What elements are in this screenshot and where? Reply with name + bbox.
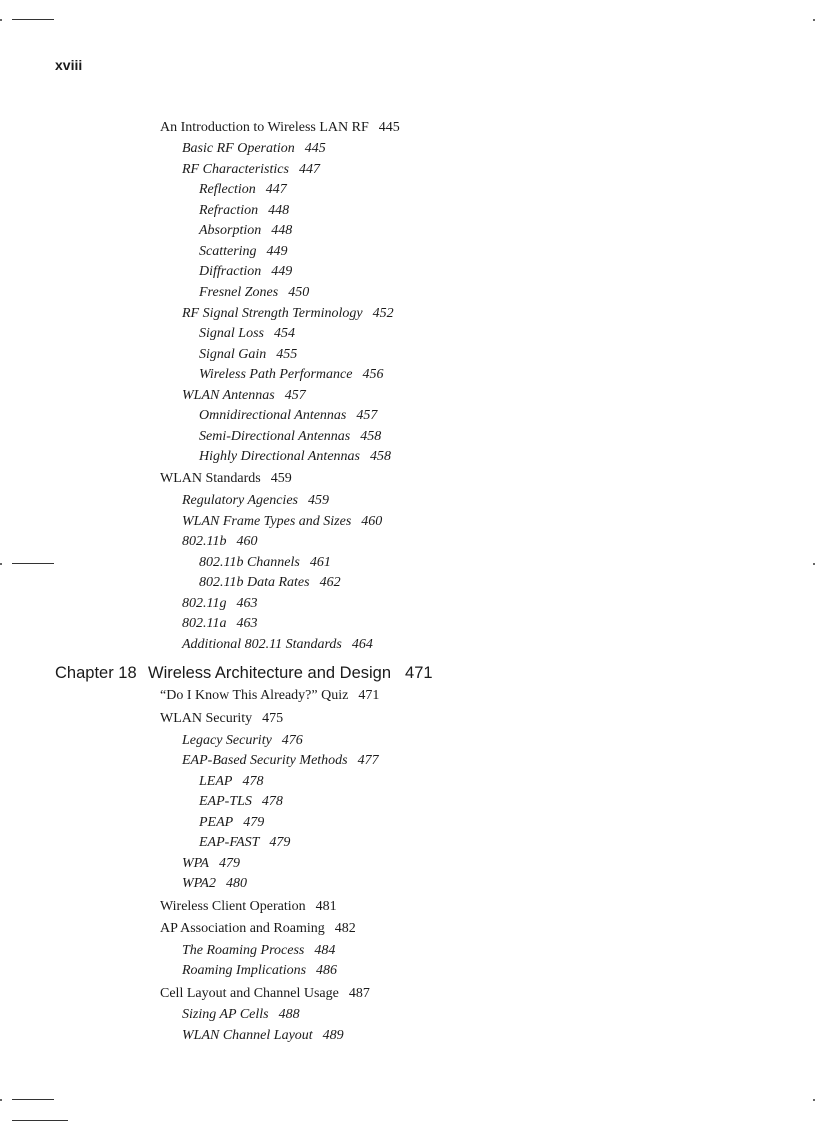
toc-entry-page: 459	[270, 471, 292, 486]
chapter-page: 471	[405, 664, 433, 682]
registration-dot	[813, 1099, 815, 1101]
toc-entry-title: RF Signal Strength Terminology	[182, 306, 363, 321]
registration-dot	[813, 19, 815, 21]
toc-entry-title: Signal Gain	[199, 347, 267, 362]
toc-entry-page: 448	[268, 203, 290, 218]
toc-entry-page: 488	[278, 1007, 300, 1022]
toc-entry-title: 802.11b	[182, 534, 227, 549]
toc-entry-page: 476	[281, 733, 303, 748]
toc-entry-title: 802.11a	[182, 616, 227, 631]
toc-entry-page: 460	[361, 514, 383, 529]
toc-entry[interactable]	[182, 1006, 300, 1024]
toc-entry-title: Omnidirectional Antennas	[199, 408, 347, 423]
toc-entry-page: 486	[316, 963, 338, 978]
toc-entry-page: 475	[262, 711, 284, 726]
toc-entry-title: WLAN Antennas	[182, 388, 275, 403]
toc-entry-title: Additional 802.11 Standards	[182, 637, 342, 652]
toc-entry-title: 802.11b Data Rates	[199, 575, 310, 590]
toc-entry-page: 478	[242, 774, 264, 789]
toc-entry-title: EAP-FAST	[199, 835, 260, 850]
toc-entry-page: 448	[271, 223, 293, 238]
toc-entry-page: 482	[334, 921, 356, 936]
toc-entry[interactable]	[182, 855, 240, 873]
toc-entry[interactable]	[199, 243, 288, 261]
toc-entry-title: Cell Layout and Channel Usage	[160, 986, 339, 1001]
toc-entry[interactable]	[182, 140, 326, 158]
toc-entry-page: 445	[304, 141, 326, 156]
toc-entry-page: 452	[372, 306, 394, 321]
toc-entry[interactable]	[199, 325, 295, 343]
toc-entry[interactable]	[199, 284, 309, 302]
crop-mark-bottom-1	[12, 1099, 54, 1100]
toc-entry[interactable]	[160, 898, 337, 916]
toc-entry[interactable]	[199, 181, 287, 199]
toc-entry[interactable]	[160, 687, 379, 705]
toc-entry-page: 479	[243, 815, 265, 830]
toc-entry[interactable]	[182, 1027, 344, 1045]
toc-entry[interactable]	[199, 574, 341, 592]
toc-entry-page: 449	[266, 244, 288, 259]
toc-entry-title: Reflection	[199, 182, 256, 197]
toc-entry-page: 481	[315, 899, 337, 914]
toc-entry-title: Basic RF Operation	[182, 141, 295, 156]
toc-entry-page: 477	[357, 753, 379, 768]
toc-entry-title: The Roaming Process	[182, 943, 305, 958]
toc-entry[interactable]	[199, 428, 381, 446]
toc-entry-page: 454	[273, 326, 295, 341]
toc-entry[interactable]	[182, 513, 382, 531]
toc-entry-page: 463	[236, 616, 258, 631]
toc-entry-page: 445	[378, 120, 400, 135]
toc-entry-title: “Do I Know This Already?” Quiz	[160, 688, 349, 703]
toc-entry-page: 489	[322, 1028, 344, 1043]
toc-entry-page: 447	[298, 162, 320, 177]
registration-dot	[0, 1099, 2, 1101]
toc-entry-page: 458	[360, 429, 382, 444]
toc-entry-page: 478	[261, 794, 283, 809]
toc-entry-title: Signal Loss	[199, 326, 264, 341]
toc-entry-title: WLAN Channel Layout	[182, 1028, 313, 1043]
registration-dot	[0, 19, 2, 21]
toc-entry[interactable]	[160, 985, 370, 1003]
toc-entry-page: 464	[351, 637, 373, 652]
toc-entry-title: AP Association and Roaming	[160, 921, 325, 936]
toc-entry-page: 484	[314, 943, 336, 958]
registration-dot	[0, 563, 2, 565]
toc-entry-page: 455	[276, 347, 298, 362]
toc-entry[interactable]	[199, 202, 289, 220]
toc-entry[interactable]	[199, 773, 263, 791]
toc-entry[interactable]	[182, 387, 306, 405]
toc-entry-title: WLAN Frame Types and Sizes	[182, 514, 352, 529]
toc-entry-title: WLAN Security	[160, 711, 253, 726]
toc-entry-title: EAP-Based Security Methods	[182, 753, 348, 768]
toc-entry-title: Highly Directional Antennas	[199, 449, 360, 464]
toc-entry-page: 471	[358, 688, 380, 703]
toc-entry-title: Refraction	[199, 203, 259, 218]
toc-entry-page: 479	[269, 835, 291, 850]
toc-entry[interactable]	[199, 346, 297, 364]
toc-entry-title: WLAN Standards	[160, 471, 261, 486]
toc-entry-page: 450	[288, 285, 310, 300]
toc-entry-page: 456	[362, 367, 384, 382]
toc-entry-title: 802.11b Channels	[199, 555, 300, 570]
toc-entry-title: LEAP	[199, 774, 233, 789]
toc-entry-title: EAP-TLS	[199, 794, 252, 809]
chapter-label: Chapter 18	[55, 664, 137, 682]
toc-entry[interactable]	[182, 161, 320, 179]
toc-entry[interactable]	[160, 119, 400, 137]
crop-mark-top	[12, 19, 54, 20]
toc-entry-title: Semi-Directional Antennas	[199, 429, 351, 444]
toc-entry[interactable]	[199, 366, 383, 384]
toc-entry-title: Roaming Implications	[182, 963, 307, 978]
toc-entry-page: 462	[319, 575, 341, 590]
toc-entry-title: RF Characteristics	[182, 162, 289, 177]
chapter-heading[interactable]	[55, 663, 433, 683]
toc-entry[interactable]	[182, 615, 257, 633]
toc-entry[interactable]	[160, 710, 283, 728]
toc-entry[interactable]	[182, 636, 373, 654]
toc-entry[interactable]	[182, 752, 379, 770]
toc-entry-page: 460	[236, 534, 258, 549]
toc-entry[interactable]	[160, 920, 356, 938]
page-number: xviii	[55, 57, 83, 73]
toc-entry-page: 457	[284, 388, 306, 403]
toc-entry-page: 463	[236, 596, 258, 611]
toc-entry-title: Wireless Client Operation	[160, 899, 306, 914]
toc-entry[interactable]	[182, 875, 247, 893]
toc-entry-title: Absorption	[199, 223, 262, 238]
toc-entry-page: 480	[225, 876, 247, 891]
toc-entry-title: Diffraction	[199, 264, 262, 279]
crop-mark-bottom-2	[12, 1120, 68, 1121]
toc-entry[interactable]	[182, 533, 257, 551]
toc-entry[interactable]	[182, 595, 257, 613]
toc-entry-title: Regulatory Agencies	[182, 493, 298, 508]
toc-entry-title: Scattering	[199, 244, 257, 259]
toc-entry-page: 461	[309, 555, 331, 570]
toc-entry[interactable]	[160, 470, 292, 488]
toc-entry-page: 479	[218, 856, 240, 871]
toc-entry-title: Sizing AP Cells	[182, 1007, 269, 1022]
toc-entry[interactable]	[182, 492, 329, 510]
toc-entry[interactable]	[199, 448, 391, 466]
toc-entry[interactable]	[199, 554, 331, 572]
toc-entry[interactable]	[199, 407, 377, 425]
toc-entry[interactable]	[182, 305, 394, 323]
toc-entry[interactable]	[182, 942, 335, 960]
toc-entry-page: 447	[265, 182, 287, 197]
crop-mark-middle	[12, 563, 54, 564]
toc-entry[interactable]	[199, 222, 292, 240]
toc-entry-page: 449	[271, 264, 293, 279]
toc-entry-page: 457	[356, 408, 378, 423]
toc-entry[interactable]	[182, 732, 303, 750]
toc-entry-title: Wireless Path Performance	[199, 367, 353, 382]
toc-entry-page: 458	[369, 449, 391, 464]
toc-entry[interactable]	[182, 962, 337, 980]
toc-entry-title: An Introduction to Wireless LAN RF	[160, 120, 369, 135]
toc-entry-page: 459	[308, 493, 329, 508]
toc-entry-title: WPA2	[182, 876, 216, 891]
toc-entry-title: Legacy Security	[182, 733, 272, 748]
toc-entry[interactable]	[199, 834, 290, 852]
toc-entry[interactable]	[199, 793, 283, 811]
toc-entry-page: 487	[348, 986, 370, 1001]
toc-entry-title: 802.11g	[182, 596, 227, 611]
toc-entry[interactable]	[199, 814, 264, 832]
toc-entry-title: PEAP	[199, 815, 234, 830]
chapter-title: Wireless Architecture and Design	[148, 664, 392, 682]
toc-entry-title: WPA	[182, 856, 209, 871]
registration-dot	[813, 563, 815, 565]
toc-entry-title: Fresnel Zones	[199, 285, 279, 300]
toc-entry[interactable]	[199, 263, 292, 281]
